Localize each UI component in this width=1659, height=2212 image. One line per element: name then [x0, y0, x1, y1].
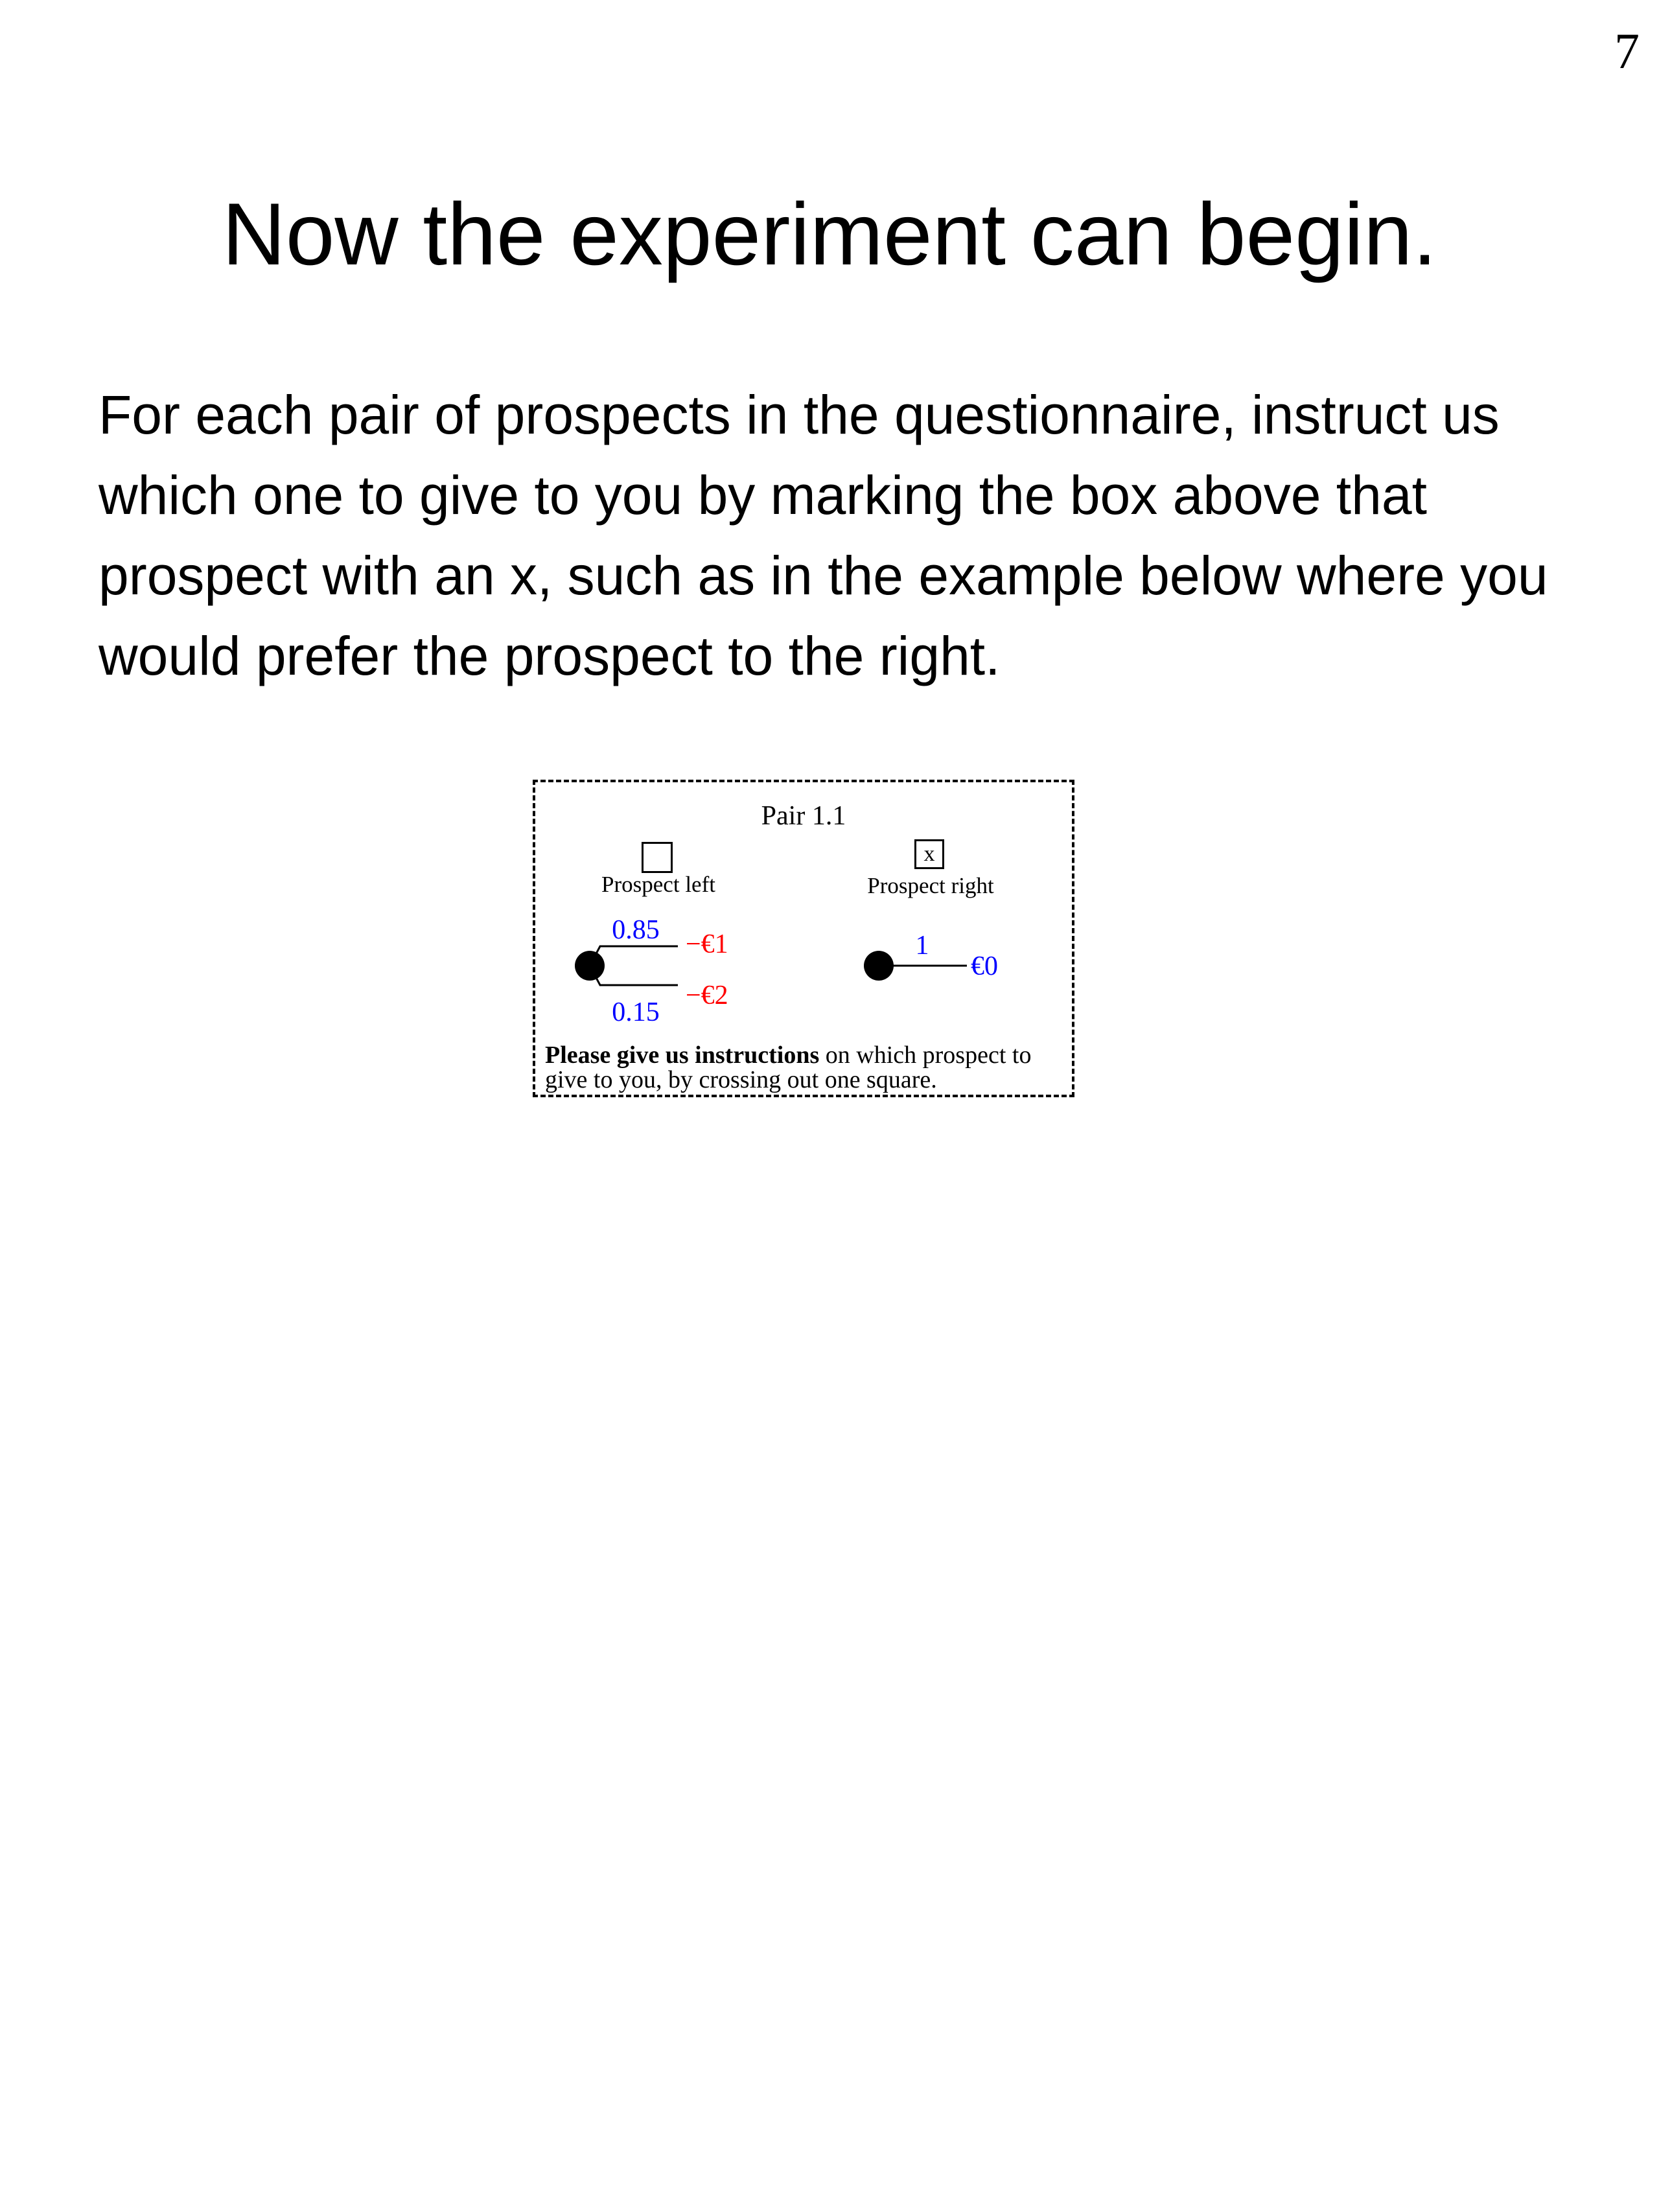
instructions-rest: on which prospect to give to you, by crossing out one square.	[545, 1042, 1032, 1093]
example-pair-box	[533, 780, 1074, 1097]
left-upper-probability: 0.85	[612, 915, 660, 945]
instructions-text	[545, 1043, 1073, 1092]
prospect-right-checkbox[interactable]: x	[914, 839, 944, 869]
left-lower-outcome: −€2	[686, 981, 728, 1010]
instruction-paragraph: For each pair of prospects in the questionnaire, instruct us which one to give to you by marking the box above that prospect with an x, such as in the example below where you would prefer the prospect to the right.	[99, 384, 1548, 686]
prospect-right-label: Prospect right	[867, 873, 994, 898]
prospect-left-label: Prospect left	[601, 872, 715, 897]
pair-title: Pair 1.1	[761, 801, 846, 831]
left-lower-probability: 0.15	[612, 997, 660, 1027]
right-outcome: €0	[971, 951, 998, 981]
page-number: 7	[1614, 23, 1640, 79]
instructions-bold: Please give us instructions	[545, 1042, 820, 1069]
right-probability: 1	[915, 931, 929, 960]
page-title: Now the experiment can begin.	[222, 185, 1437, 283]
left-upper-outcome: −€1	[686, 929, 728, 959]
